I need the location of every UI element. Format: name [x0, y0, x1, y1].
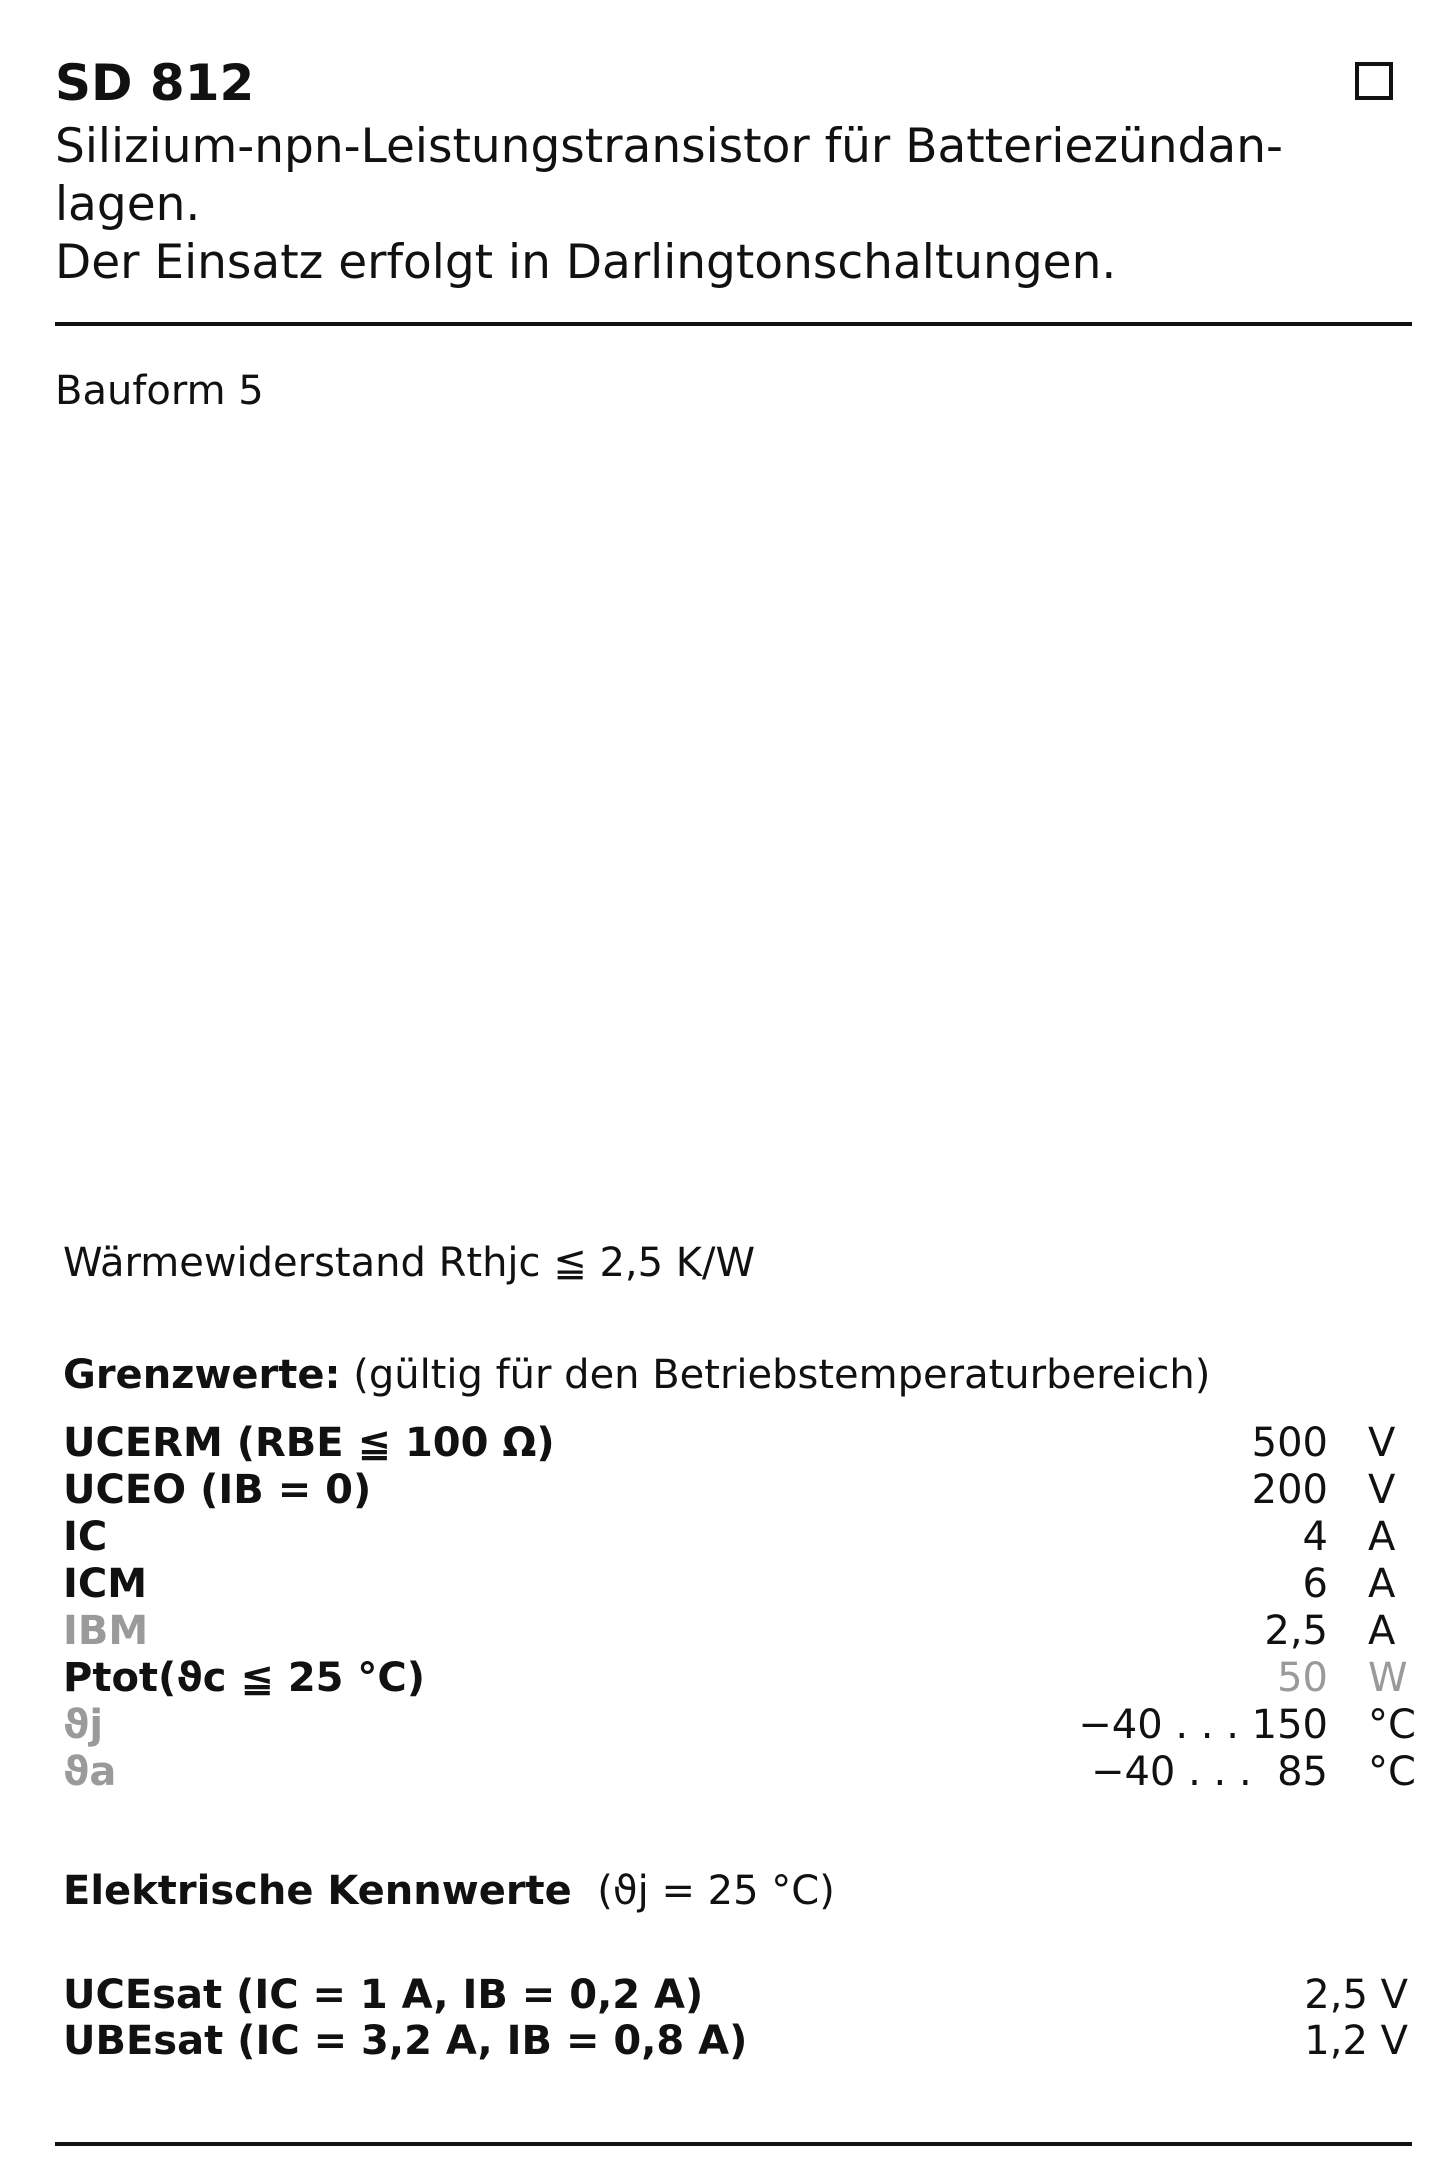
limit-value: 6	[1302, 1561, 1328, 1607]
limits-heading-note: (gültig für den Betriebstemperaturbereich)	[353, 1352, 1211, 1398]
electrical-heading-line	[63, 1868, 835, 1914]
description-line: lagen.	[55, 177, 201, 232]
limit-row	[63, 1608, 1418, 1656]
electrical-value: 2,5 V	[1304, 1972, 1408, 2018]
limit-param: IC	[63, 1514, 108, 1560]
limit-value: 2,5	[1264, 1608, 1328, 1654]
limit-row	[63, 1749, 1418, 1797]
electrical-heading: Elektrische Kennwerte	[63, 1868, 572, 1914]
limit-value: 4	[1302, 1514, 1328, 1560]
limit-value: 500	[1251, 1420, 1328, 1466]
limit-unit: V	[1368, 1420, 1396, 1466]
limit-param: UCERM (RBE ≦ 100 Ω)	[63, 1420, 555, 1466]
checkbox-icon[interactable]	[1355, 62, 1393, 100]
limit-param: Ptot(ϑc ≦ 25 °C)	[63, 1655, 426, 1701]
limit-unit: A	[1368, 1561, 1396, 1607]
limit-row	[63, 1514, 1418, 1562]
limits-heading: Grenzwerte:	[63, 1352, 341, 1398]
part-description	[55, 118, 1415, 292]
electrical-param: UBEsat (IC = 3,2 A, IB = 0,8 A)	[63, 2018, 748, 2064]
electrical-param: UCEsat (IC = 1 A, IB = 0,2 A)	[63, 1972, 704, 2018]
electrical-heading-note: (ϑj = 25 °C)	[597, 1868, 835, 1914]
limit-row	[63, 1467, 1418, 1515]
limit-row	[63, 1420, 1418, 1468]
part-number: SD 812	[55, 54, 255, 112]
description-line: Silizium-npn-Leistungstransistor für Batteriezündan-	[55, 119, 1283, 174]
electrical-value: 1,2 V	[1304, 2018, 1408, 2064]
limits-heading-line	[63, 1352, 1210, 1398]
limit-value: −40 . . . 85	[1090, 1749, 1328, 1795]
limit-param: IBM	[63, 1608, 149, 1654]
top-divider	[55, 322, 1412, 326]
description-line: Der Einsatz erfolgt in Darlingtonschaltungen.	[55, 235, 1117, 290]
limit-value: 50	[1277, 1655, 1328, 1701]
electrical-row	[63, 2018, 1408, 2066]
limit-value: −40 . . . 150	[1078, 1702, 1328, 1748]
package-type: Bauform 5	[55, 368, 264, 414]
limit-param: ϑa	[63, 1749, 117, 1795]
limit-row	[63, 1561, 1418, 1609]
limit-value: 200	[1251, 1467, 1328, 1513]
limit-unit: A	[1368, 1514, 1396, 1560]
limit-param: UCEO (IB = 0)	[63, 1467, 372, 1513]
thermal-resistance: Wärmewiderstand Rthjc ≦ 2,5 K/W	[63, 1240, 756, 1286]
limit-unit: W	[1368, 1655, 1408, 1701]
limit-param: ϑj	[63, 1702, 104, 1748]
limit-row	[63, 1702, 1418, 1750]
electrical-row	[63, 1972, 1408, 2020]
limit-unit: °C	[1368, 1702, 1416, 1748]
limit-unit: °C	[1368, 1749, 1416, 1795]
limit-unit: V	[1368, 1467, 1396, 1513]
limit-row	[63, 1655, 1418, 1703]
bottom-divider	[55, 2142, 1412, 2146]
limit-unit: A	[1368, 1608, 1396, 1654]
limit-param: ICM	[63, 1561, 148, 1607]
